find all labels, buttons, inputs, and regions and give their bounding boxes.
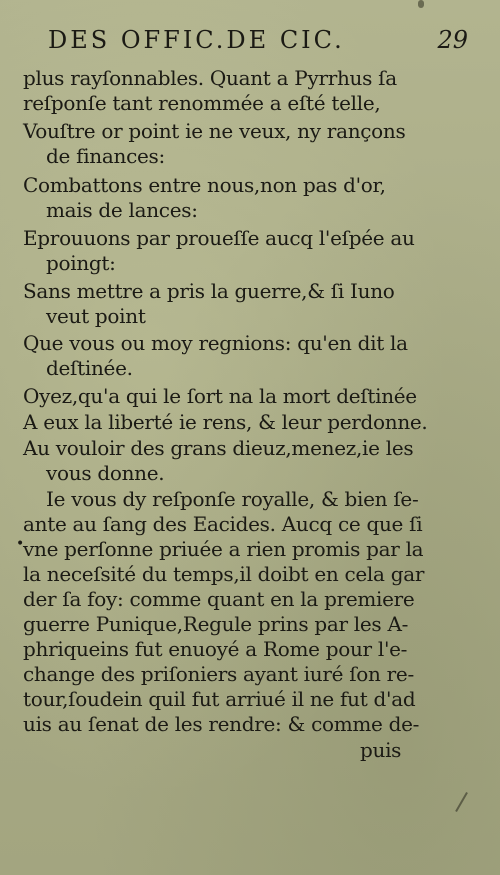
text-line: der ſa foy: comme quant en la premiere: [23, 587, 415, 611]
text-line: tour,ſoudein quil fut arriué il ne fut d'ad: [23, 687, 416, 711]
text-line: plus rayſonnables. Quant a Pyrrhus ſa: [23, 66, 397, 90]
text-line: A eux la liberté ie rens, & leur perdonne.: [23, 410, 428, 434]
page-number: 29: [437, 26, 468, 54]
text-line: reſponſe tant renommée a eſté telle,: [23, 91, 381, 115]
text-line: ante au ſang des Eacides. Aucq ce que ſi: [23, 512, 423, 536]
running-title: DES OFFIC.DE CIC.: [48, 26, 345, 54]
text-line: poingt:: [46, 251, 116, 275]
text-line: Que vous ou moy regnions: qu'en dit la: [23, 331, 408, 355]
text-line: Sans mettre a pris la guerre,& ſi Iuno: [23, 279, 395, 303]
text-line: Eprouuons par proueſſe aucq l'eſpée au: [23, 226, 415, 250]
text-line: deſtinée.: [46, 356, 133, 380]
text-line: Vouſtre or point ie ne veux, ny rançons: [23, 119, 406, 143]
text-line: mais de lances:: [46, 198, 198, 222]
catchword: puis: [360, 738, 402, 762]
text-line: vne perſonne priuée a rien promis par la: [23, 537, 424, 561]
text-line: Ie vous dy reſponſe royalle, & bien ſe-: [46, 487, 419, 511]
text-line: Combattons entre nous,non pas d'or,: [23, 173, 386, 197]
text-line: Oyez,qu'a qui le ſort na la mort deſtinée: [23, 384, 417, 408]
paper-scratch: [455, 792, 475, 816]
text-line: vous donne.: [46, 461, 165, 485]
text-line: la neceſsité du temps,il doibt en cela gar: [23, 562, 425, 586]
text-line: uis au ſenat de les rendre: & comme de-: [23, 712, 420, 736]
text-line: change des priſoniers ayant iuré ſon re-: [23, 662, 414, 686]
text-line: phriqueins fut enuoyé a Rome pour l'e-: [23, 637, 408, 661]
margin-mark: •: [16, 536, 25, 552]
page-header: [48, 26, 468, 58]
text-line: guerre Punique,Regule prins par les A-: [23, 612, 409, 636]
text-line: Au vouloir des grans dieuz,menez,ie les: [23, 436, 414, 460]
ink-blot: [418, 0, 424, 8]
text-line: veut point: [46, 304, 146, 328]
text-line: de finances:: [46, 144, 165, 168]
